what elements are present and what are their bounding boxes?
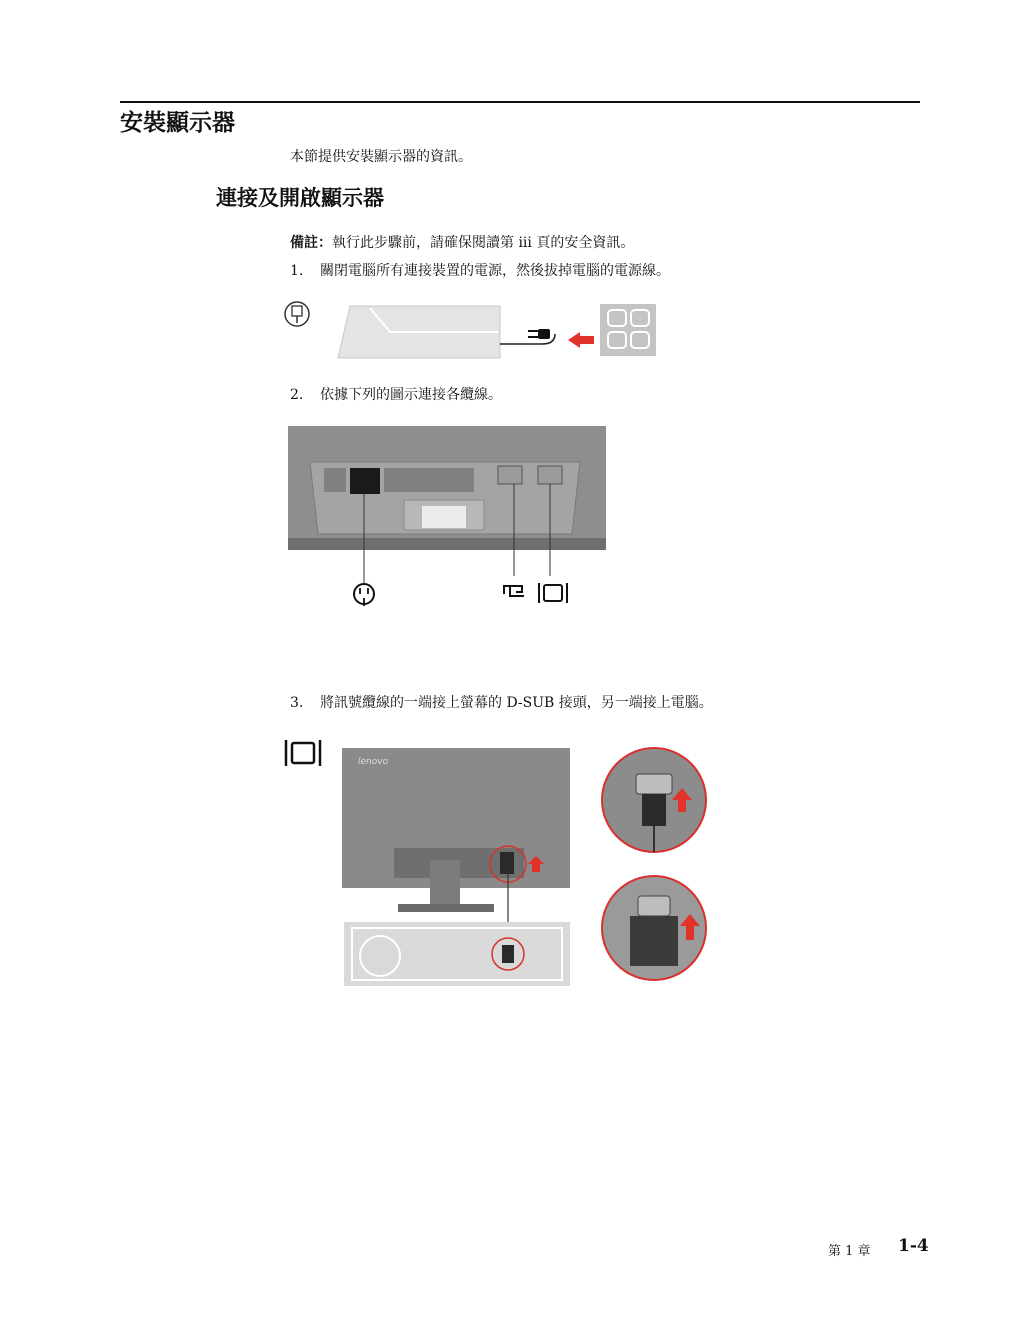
power-plug-icon xyxy=(528,329,550,339)
vga-port xyxy=(538,466,562,484)
wall-outlet-icon xyxy=(600,304,656,356)
power-inlet xyxy=(350,468,380,494)
computer-case xyxy=(344,922,570,986)
figure-rear-panel xyxy=(288,426,608,606)
step-1 xyxy=(290,260,670,280)
figure-connect-dsub xyxy=(284,740,714,990)
dsub-callout-computer xyxy=(602,876,706,980)
step-2 xyxy=(290,384,502,404)
digital-input-icon xyxy=(504,586,524,596)
section-title: 安裝顯示器 xyxy=(120,110,235,136)
monitor-rear xyxy=(342,748,570,912)
step-number: 2. xyxy=(290,387,304,403)
subsection-title: 連接及開啟顯示器 xyxy=(216,186,384,210)
power-icon xyxy=(354,584,374,606)
note-label: 備註： xyxy=(290,235,332,251)
intro-text: 本節提供安裝顯示器的資訊。 xyxy=(290,149,472,165)
step-3 xyxy=(290,692,713,712)
footer-chapter: 第 1 章 xyxy=(828,1244,871,1259)
power-plug-circle-icon xyxy=(285,302,309,326)
step-number: 1. xyxy=(290,263,304,279)
unplug-arrow-icon xyxy=(568,332,594,348)
page-number: 1-4 xyxy=(898,1236,929,1256)
step-number: 3. xyxy=(290,695,304,711)
figure-unplug-power xyxy=(280,296,660,362)
brand-logo: lenovo xyxy=(358,757,389,767)
dsub-callout-monitor xyxy=(602,748,706,852)
step-text: 將訊號纜線的一端接上螢幕的 D-SUB 接頭，另一端接上電腦。 xyxy=(320,695,713,711)
vga-input-icon xyxy=(286,740,320,766)
section-rule xyxy=(120,101,920,103)
note xyxy=(290,232,634,252)
note-text: 執行此步驟前，請確保閱讀第 iii 頁的安全資訊。 xyxy=(332,235,635,251)
step-text: 依據下列的圖示連接各纜線。 xyxy=(320,387,502,403)
dvi-port xyxy=(498,466,522,484)
vga-input-icon xyxy=(539,583,567,603)
step-text: 關閉電腦所有連接裝置的電源，然後拔掉電腦的電源線。 xyxy=(320,263,670,279)
